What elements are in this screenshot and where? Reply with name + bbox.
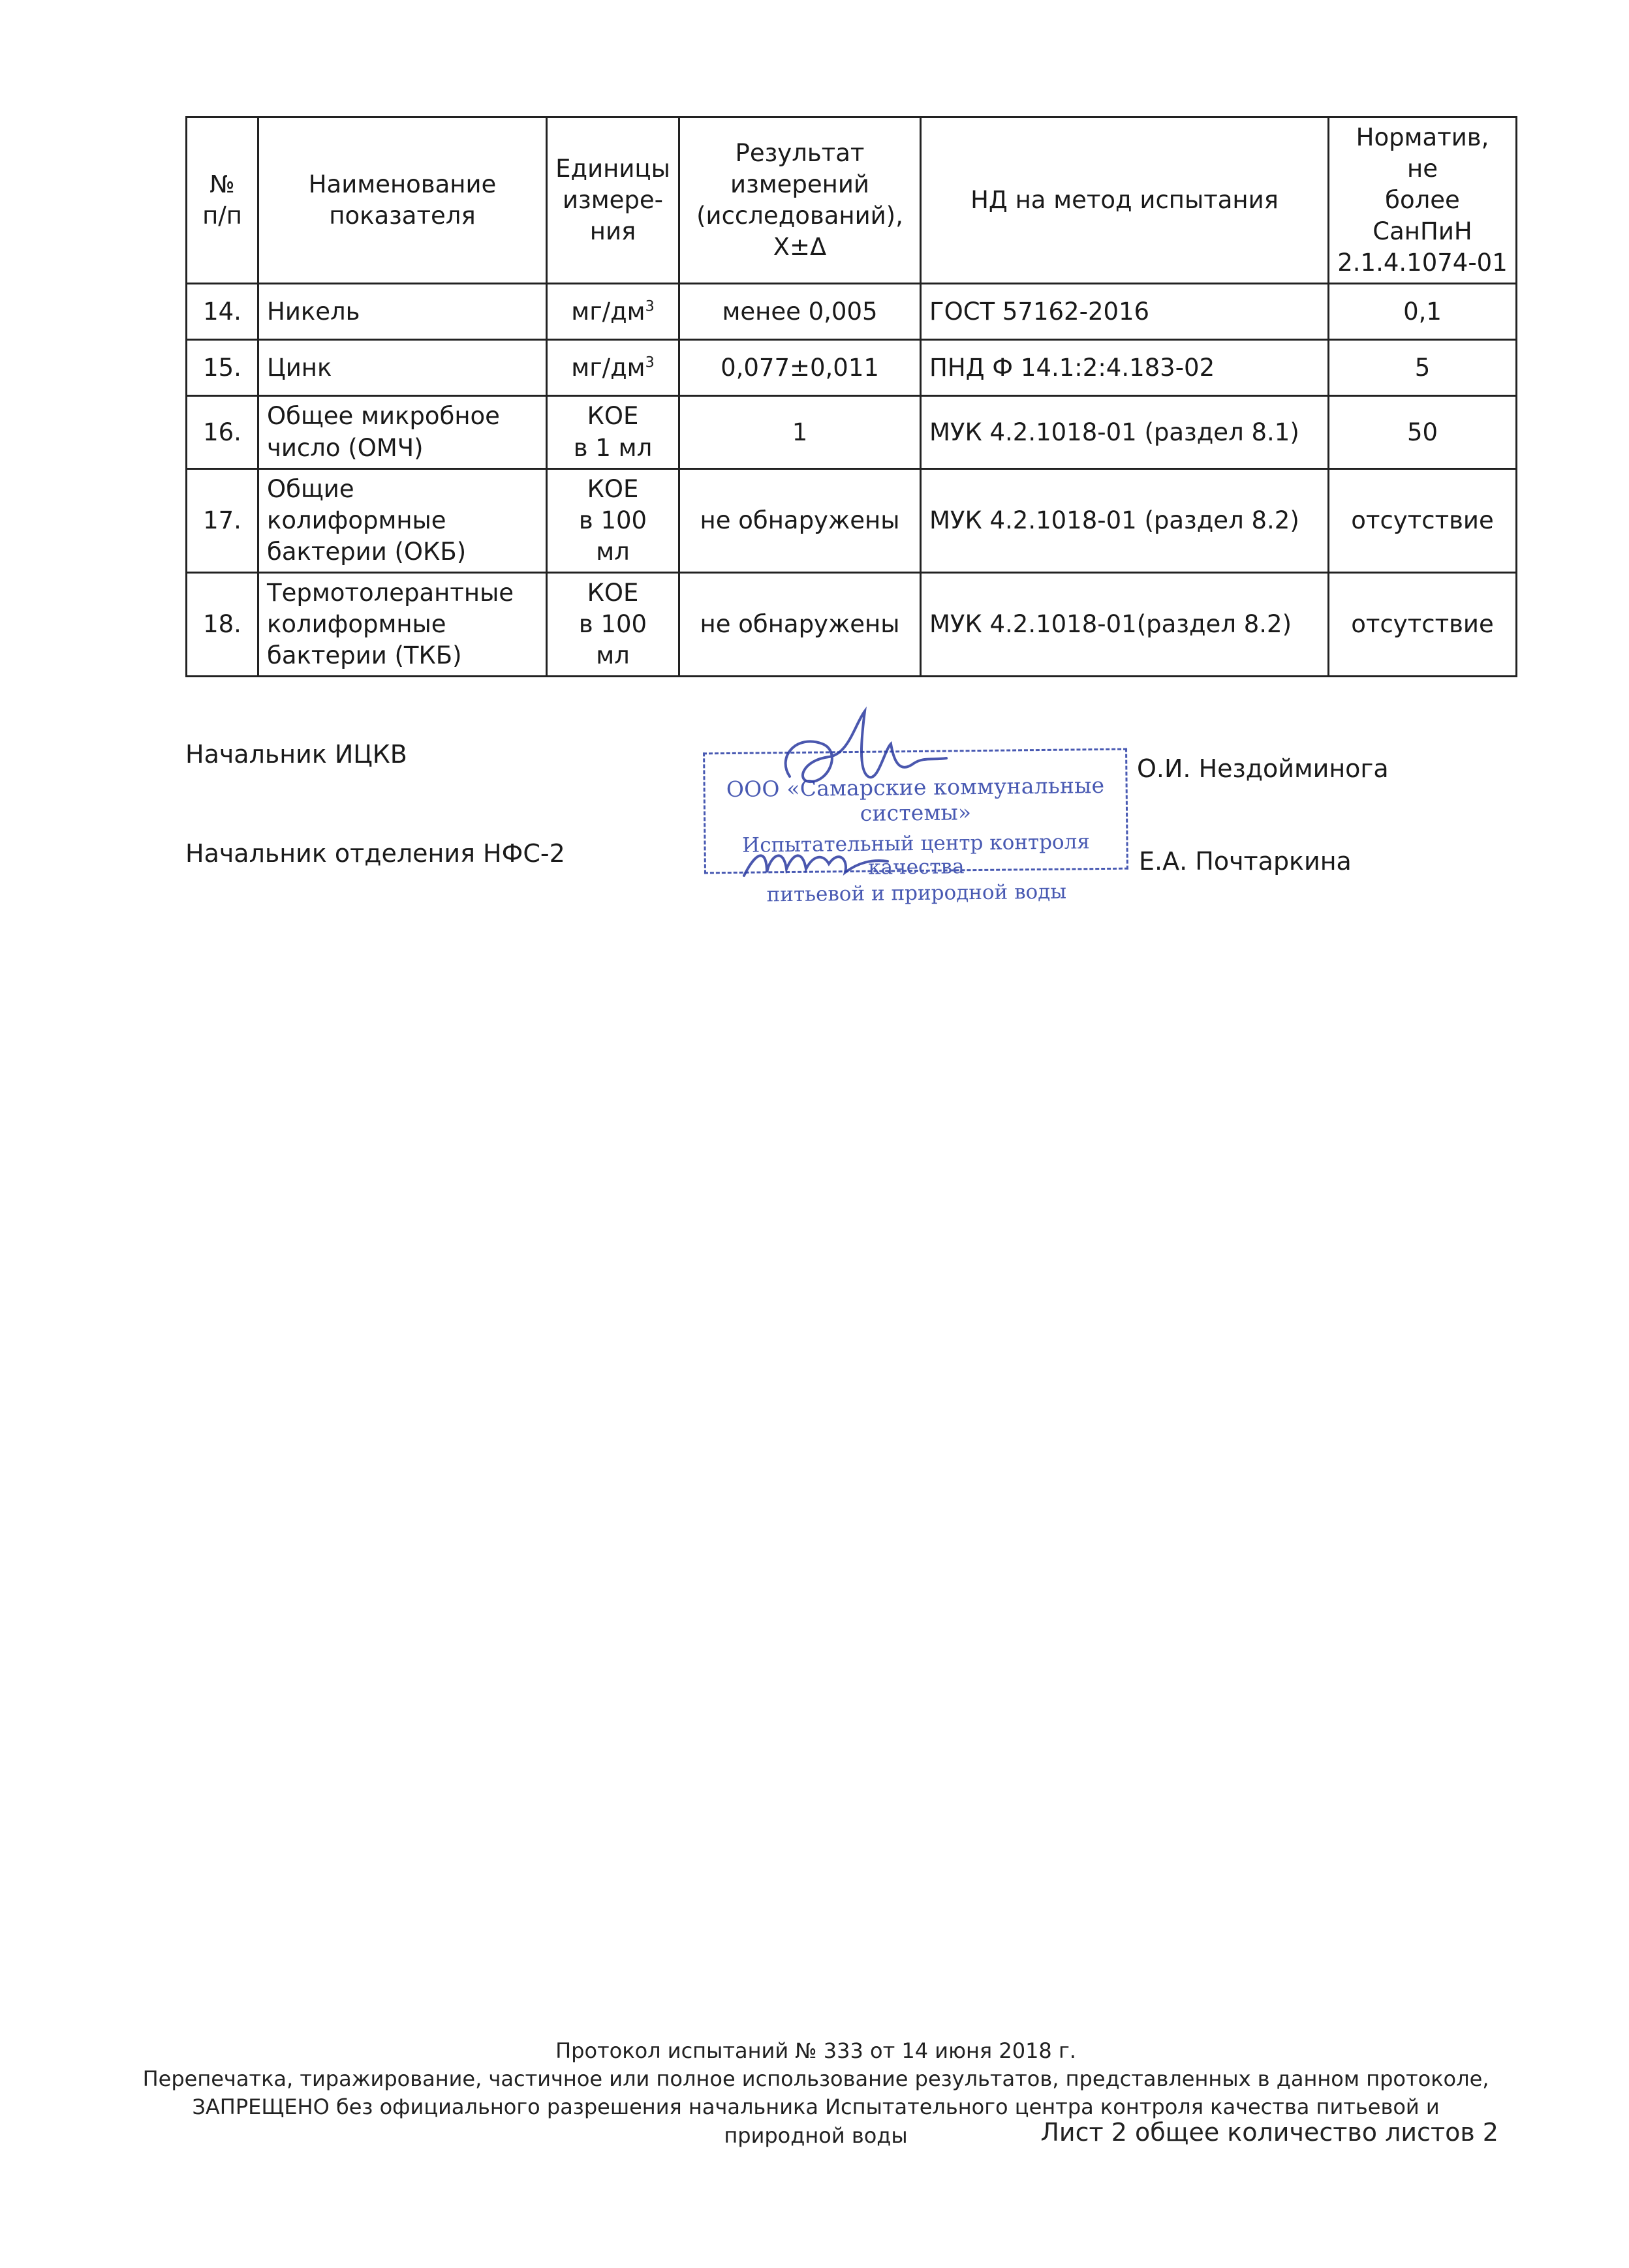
- header-method: НД на метод испытания: [921, 117, 1329, 284]
- cell-unit: КОЕ в 100 мл: [547, 468, 679, 572]
- cell-result: не обнаружены: [679, 468, 921, 572]
- header-num: № п/п: [187, 117, 258, 284]
- signature-head1: [751, 698, 972, 822]
- cell-name: Термотолерантные колиформные бактерии (ТКБ): [258, 572, 547, 676]
- footer-protocol: Протокол испытаний № 333 от 14 июня 2018 г.: [555, 2038, 1076, 2063]
- header-norm: Норматив, не более СанПиН 2.1.4.1074-01: [1329, 117, 1517, 284]
- cell-num: 17.: [187, 468, 258, 572]
- cell-norm: 5: [1329, 340, 1517, 396]
- cell-name: Цинк: [258, 340, 547, 396]
- cell-method: МУК 4.2.1018-01 (раздел 8.1): [921, 396, 1329, 468]
- signature-head2: [731, 823, 927, 895]
- cell-method: МУК 4.2.1018-01 (раздел 8.2): [921, 468, 1329, 572]
- cell-norm: отсутствие: [1329, 572, 1517, 676]
- table-body: [187, 284, 1517, 677]
- cell-result: 1: [679, 396, 921, 468]
- cell-norm: отсутствие: [1329, 468, 1517, 572]
- head1-name: О.И. Нездойминога: [1137, 754, 1389, 783]
- cell-unit: КОЕ в 1 мл: [547, 396, 679, 468]
- footer-notice-line-1: Перепечатка, тиражирование, частичное или полное использование результатов, представленных в данном протоколе,: [142, 2066, 1489, 2092]
- table-row: [187, 468, 1517, 572]
- unit-superscript: 3: [645, 298, 655, 315]
- cell-unit: КОЕ в 100 мл: [547, 572, 679, 676]
- table-row: [187, 572, 1517, 676]
- cell-num: 18.: [187, 572, 258, 676]
- cell-unit: $мг/дм^3$: [547, 340, 679, 396]
- stamp-line-3: питьевой и природной воды: [766, 880, 1067, 907]
- cell-norm: 0,1: [1329, 284, 1517, 340]
- results-table: [185, 116, 1517, 677]
- table-row: [187, 340, 1517, 396]
- head2-name: Е.А. Почтаркина: [1139, 847, 1352, 876]
- cell-name: Общее микробное число (ОМЧ): [258, 396, 547, 468]
- header-unit: Единицы измере- ния: [547, 117, 679, 284]
- header-name: Наименование показателя: [258, 117, 547, 284]
- cell-method: ПНД Ф 14.1:2:4.183-02: [921, 340, 1329, 396]
- sheet-counter: Лист 2 общее количество листов 2: [1040, 2118, 1498, 2147]
- table-row: [187, 396, 1517, 468]
- stamp-line-1: ООО «Самарские коммунальные системы»: [726, 772, 1105, 826]
- cell-num: 14.: [187, 284, 258, 340]
- cell-result: 0,077±0,011: [679, 340, 921, 396]
- stamp-line-2: Испытательный центр контроля качества: [742, 830, 1091, 880]
- header-result: Результат измерений (исследований), X±Δ: [679, 117, 921, 284]
- cell-num: 16.: [187, 396, 258, 468]
- cell-result: менее 0,005: [679, 284, 921, 340]
- head2-title: Начальник отделения НФС-2: [185, 839, 565, 868]
- table-row: [187, 284, 1517, 340]
- table-header-row: [187, 117, 1517, 284]
- cell-result: не обнаружены: [679, 572, 921, 676]
- cell-method: МУК 4.2.1018-01(раздел 8.2): [921, 572, 1329, 676]
- cell-unit: $мг/дм^3$: [547, 284, 679, 340]
- cell-num: 15.: [187, 340, 258, 396]
- head1-title: Начальник ИЦКВ: [185, 740, 407, 769]
- cell-method: ГОСТ 57162-2016: [921, 284, 1329, 340]
- footer-notice-line-2: ЗАПРЕЩЕНО без официального разрешения начальника Испытательного центра контроля качества питьевой и природной воды: [192, 2094, 1440, 2148]
- cell-name: Никель: [258, 284, 547, 340]
- cell-norm: 50: [1329, 396, 1517, 468]
- unit-superscript: 3: [645, 354, 655, 371]
- cell-name: Общие колиформные бактерии (ОКБ): [258, 468, 547, 572]
